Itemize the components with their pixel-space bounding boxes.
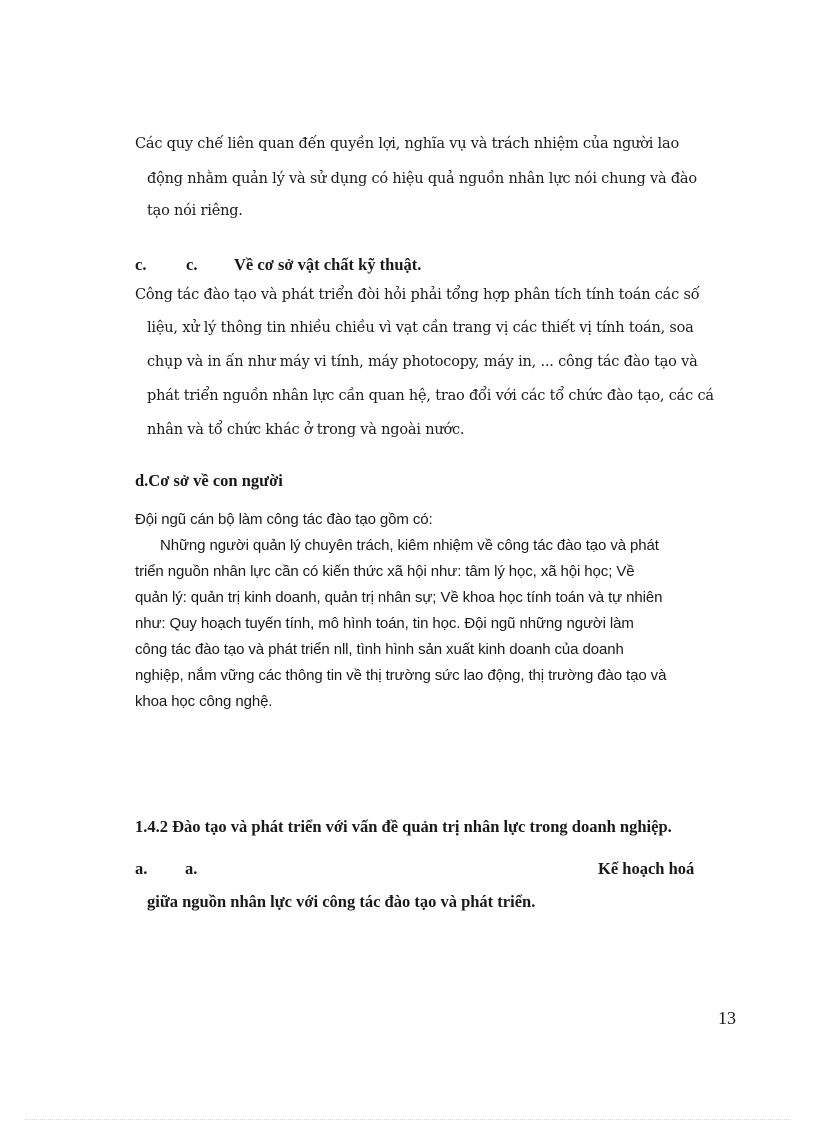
paragraph-line: động nhằm quản lý và sử dụng có hiệu quả nguồn nhân lực nói chung và đào <box>147 171 697 187</box>
page-bottom-divider <box>25 1119 791 1120</box>
paragraph-line: triển nguồn nhân lực cần có kiến thức xã hội như: tâm lý học, xã hội học; Về <box>135 563 635 580</box>
section-heading: 1.4.2 Đào tạo và phát triển với vấn đề quản trị nhân lực trong doanh nghiệp. <box>135 817 672 836</box>
paragraph-line: liệu, xử lý thông tin nhiều chiều vì vạt cần trang vị các thiết vị tính toán, soa <box>147 320 694 336</box>
paragraph-line: nhân và tổ chức khác ở trong và ngoài nước. <box>147 422 465 438</box>
paragraph-line: Đội ngũ cán bộ làm công tác đào tạo gồm có: <box>135 511 433 528</box>
paragraph-line: Các quy chế liên quan đến quyền lợi, nghĩa vụ và trách nhiệm của người lao <box>135 136 679 152</box>
heading-a-marker: a. <box>135 859 148 878</box>
paragraph-line: như: Quy hoạch tuyến tính, mô hình toán, tin học. Đội ngũ những người làm <box>135 615 634 632</box>
heading-a-marker: a. <box>185 859 198 878</box>
paragraph-line: chụp và in ấn như máy vi tính, máy photocopy, máy in, ... công tác đào tạo và <box>147 354 698 370</box>
paragraph-line: nghiệp, nắm vững các thông tin về thị trường sức lao động, thị trường đào tạo và <box>135 667 667 684</box>
paragraph-line: khoa học công nghệ. <box>135 693 273 710</box>
heading-a-title-continued: giữa nguồn nhân lực với công tác đào tạo và phát triển. <box>147 892 536 911</box>
heading-c-marker: c. <box>186 255 198 274</box>
heading-c-marker: c. <box>135 255 147 274</box>
paragraph-line: công tác đào tạo và phát triển nll, tình hình sản xuất kinh doanh của doanh <box>135 641 624 658</box>
paragraph-line: Công tác đào tạo và phát triển đòi hỏi phải tổng hợp phân tích tính toán các số <box>135 287 700 303</box>
heading-a-title: Kế hoạch hoá <box>598 859 695 878</box>
heading-c-title: Về cơ sở vật chất kỹ thuật. <box>234 255 422 274</box>
paragraph-line: phát triển nguồn nhân lực cần quan hệ, trao đổi với các tổ chức đào tạo, các cá <box>147 388 714 404</box>
paragraph-line: tạo nói riêng. <box>147 203 243 219</box>
page-number: 13 <box>718 1008 736 1028</box>
heading-d-title: d.Cơ sở về con người <box>135 471 283 490</box>
paragraph-line: quản lý: quản trị kinh doanh, quản trị nhân sự; Về khoa học tính toán và tự nhiên <box>135 589 663 606</box>
paragraph-line: Những người quản lý chuyên trách, kiêm nhiệm về công tác đào tạo và phát <box>160 537 659 554</box>
